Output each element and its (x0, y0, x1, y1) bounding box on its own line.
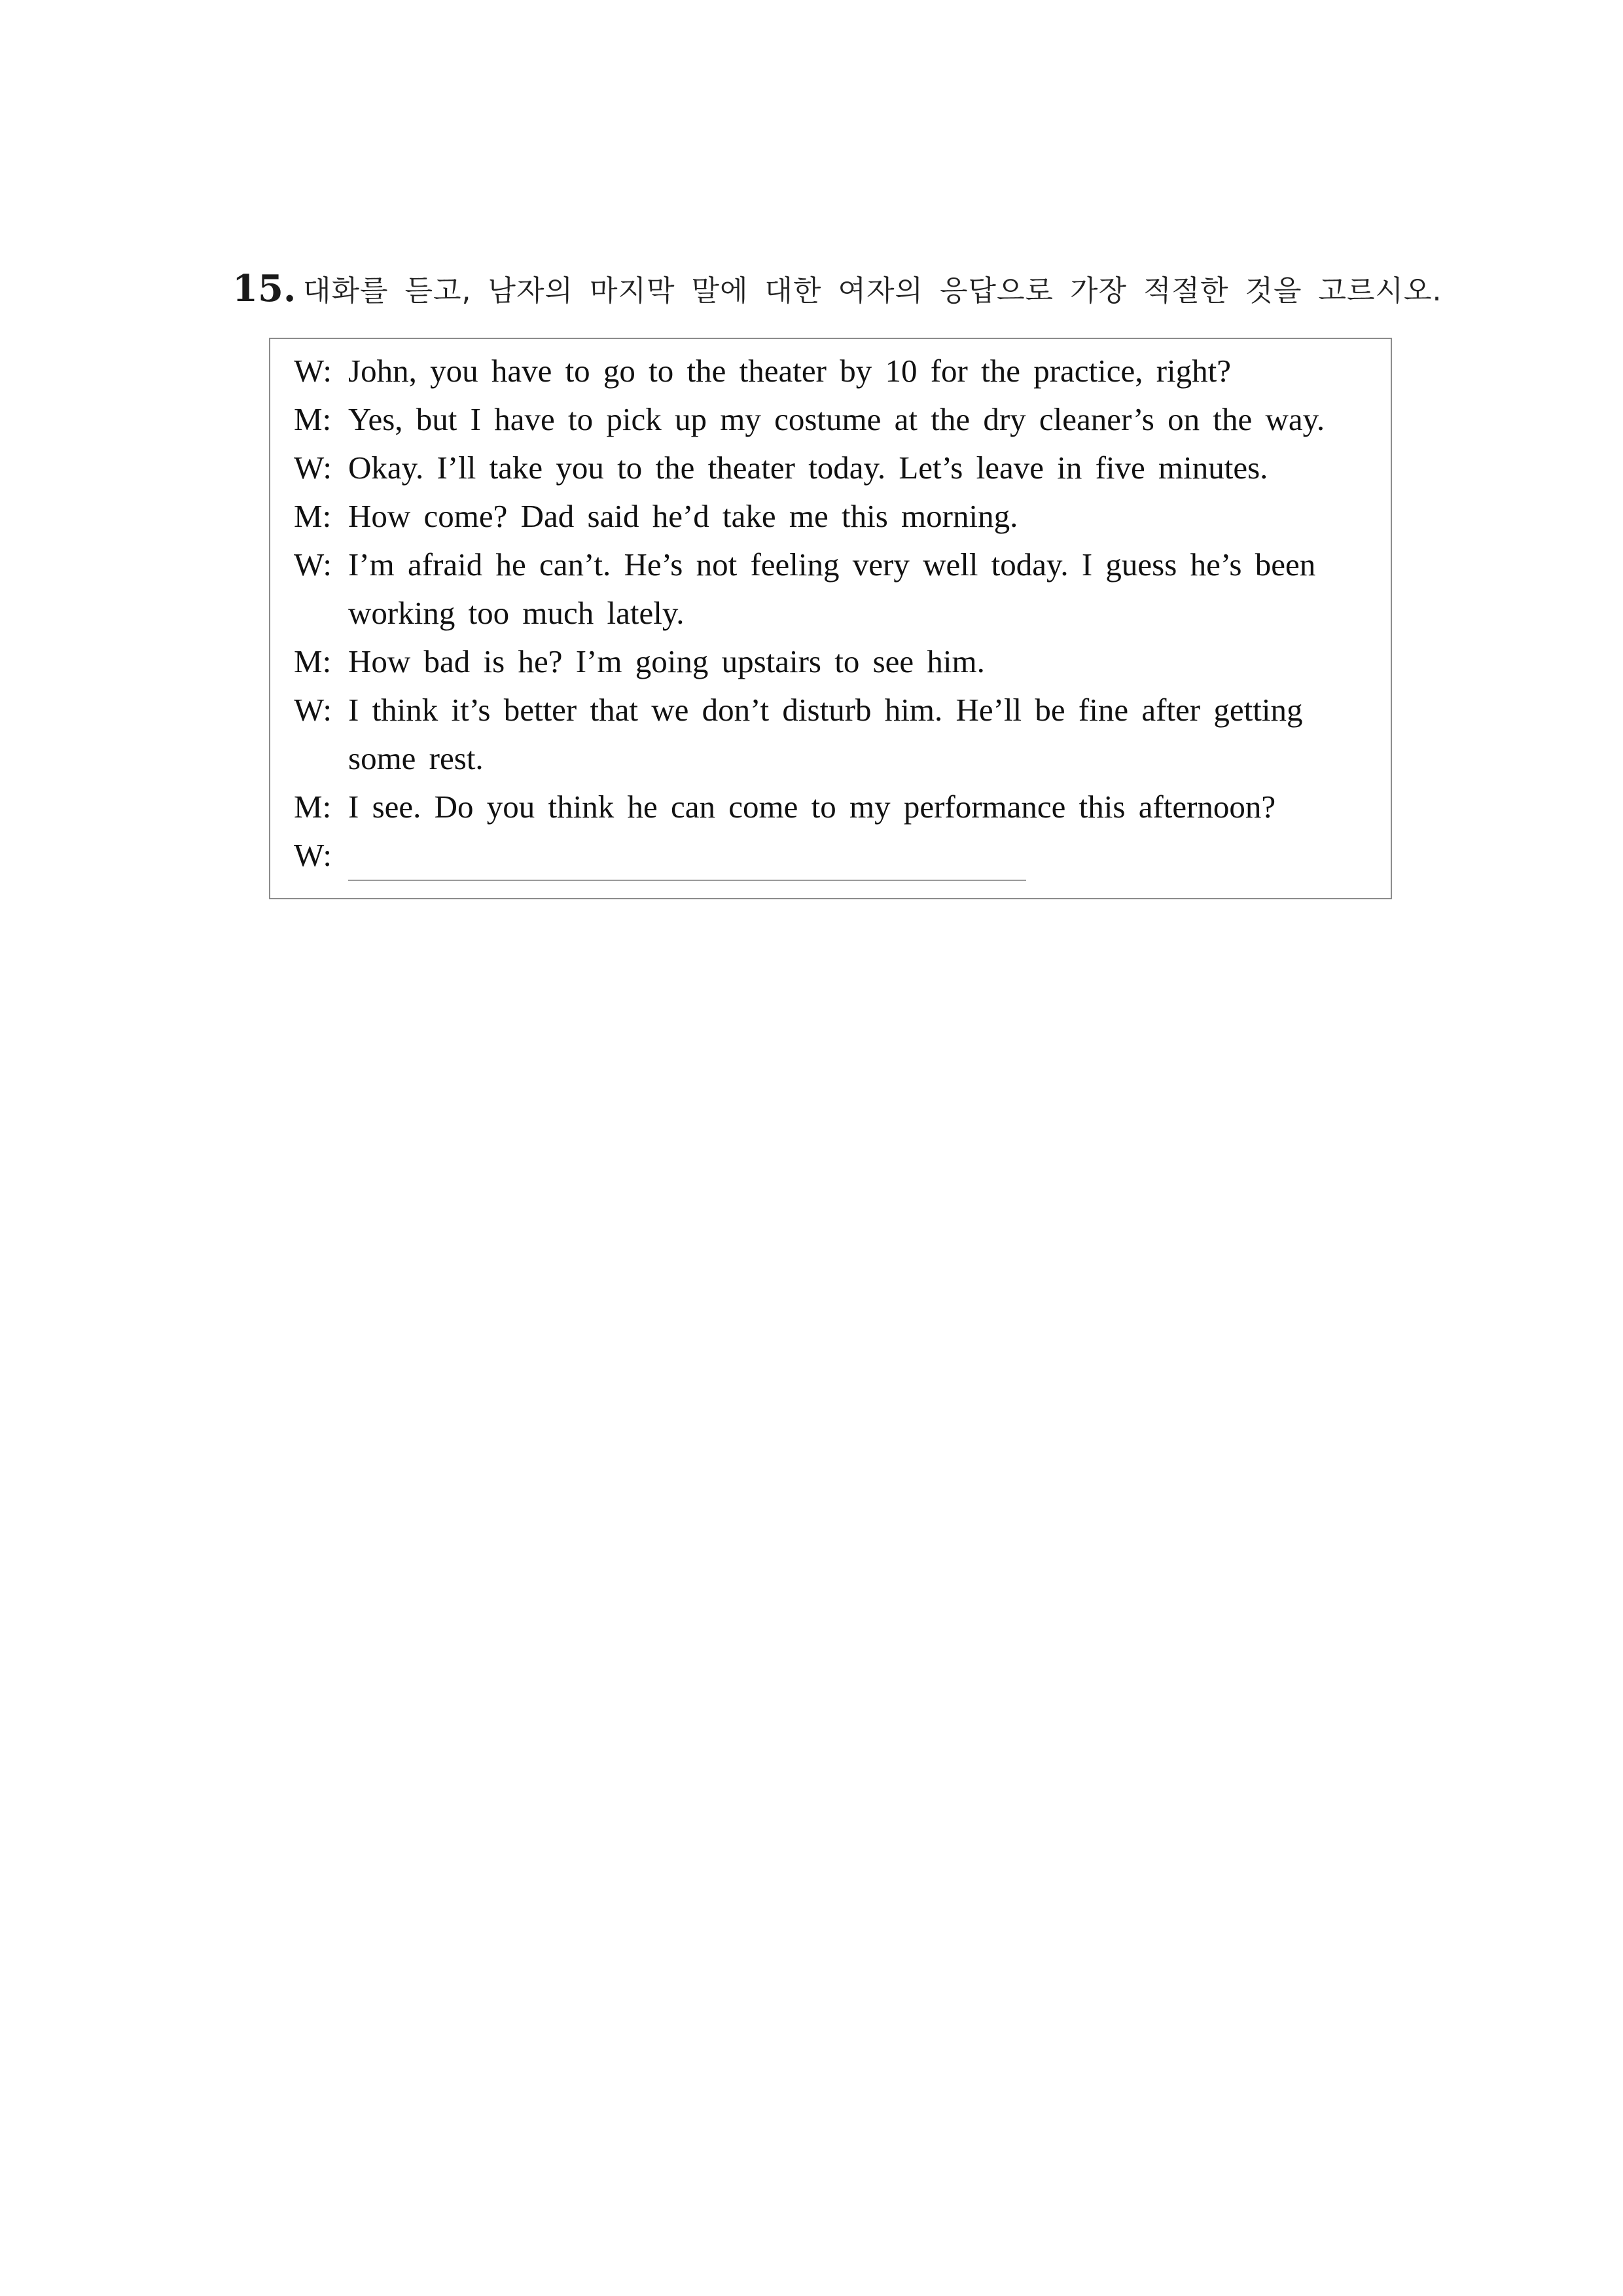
question-number: 15. (232, 267, 296, 310)
dialog-line (294, 831, 1367, 880)
question-header (232, 259, 1442, 318)
speaker-label: W: (294, 353, 332, 389)
speaker-label: M: (294, 401, 332, 437)
speaker-label: W: (294, 837, 332, 873)
speaker-label: M: (294, 643, 332, 679)
dialog-line (294, 686, 1367, 734)
dialog-text: I think it’s better that we don’t disturb him. He’ll be fine after getting (348, 692, 1303, 728)
speaker-label: W: (294, 450, 332, 486)
dialog-text: Okay. I’ll take you to the theater today. Let’s leave in five minutes. (348, 450, 1268, 486)
speaker-label: M: (294, 789, 332, 825)
speaker-label: M: (294, 498, 332, 534)
dialog-line (294, 492, 1367, 541)
speaker-label: W: (294, 547, 332, 583)
dialog-line (294, 637, 1367, 686)
dialog-line (294, 783, 1367, 831)
answer-blank-line (348, 880, 1026, 881)
dialog-line (294, 541, 1367, 589)
dialog-line-continuation: some rest. (348, 740, 484, 776)
dialog-line (294, 395, 1367, 444)
dialog-line (294, 444, 1367, 492)
dialog-text: How bad is he? I’m going upstairs to see him. (348, 643, 985, 679)
question-prompt: 대화를 듣고, 남자의 마지막 말에 대한 여자의 응답으로 가장 적절한 것을 고르시오. (303, 274, 1442, 308)
dialog-line-continuation: working too much lately. (348, 595, 685, 631)
dialog-text: I see. Do you think he can come to my performance this afternoon? (348, 789, 1276, 825)
dialog-line (294, 347, 1367, 395)
dialog-text: John, you have to go to the theater by 10 for the practice, right? (348, 353, 1232, 389)
speaker-label: W: (294, 692, 332, 728)
dialog-text: How come? Dad said he’d take me this morning. (348, 498, 1018, 534)
dialog-box (269, 338, 1392, 899)
dialog-text: Yes, but I have to pick up my costume at the dry cleaner’s on the way. (348, 401, 1325, 437)
dialog-text: I’m afraid he can’t. He’s not feeling very well today. I guess he’s been (348, 547, 1316, 583)
